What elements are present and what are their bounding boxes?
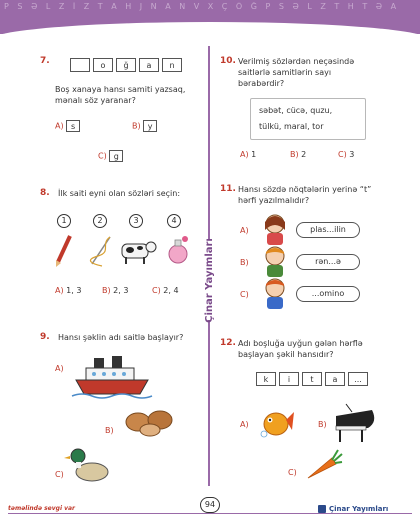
q11-question: Hansı sözdə nöqtələrin yerinə “t” hərfi yazılmalıdır? [238,185,372,205]
cow-icon [118,238,158,266]
duck-icon [66,444,112,484]
q11-option-b-label[interactable]: B) [240,258,249,267]
q8-number: 8. [40,188,50,198]
q12-letter-cell: i [279,372,299,386]
footer-brand: Çinar Yayımları [318,505,388,513]
perfume-bottle-icon [165,234,191,266]
footer-line [8,513,412,514]
q9-option-c[interactable]: C) [55,470,64,479]
q7-blank-cell[interactable] [70,58,90,72]
q7-number: 7. [40,56,50,66]
q8-item-number: 1 [57,214,71,228]
q7-option-a[interactable]: A) s [55,120,80,132]
q7-letter-cell: a [139,58,159,72]
q10-option-c[interactable]: C) 3 [338,150,355,159]
q11-number: 11. [220,184,236,194]
child-boy-icon [260,244,290,278]
q11-option-b-word[interactable]: rən...ə [296,254,360,270]
q10-number: 10. [220,56,236,66]
q11-option-a-word[interactable]: plas...ilin [296,222,360,238]
q12-question: Adı boşluğa uyğun gələn hərflə başlayan şəkil hansıdır? [238,339,363,359]
q7-option-b[interactable]: B) y [132,120,157,132]
ship-icon [72,350,152,398]
q12-letter-cell: a [325,372,345,386]
pencil-icon [52,234,76,268]
q7-letter-cell: ğ [116,58,136,72]
page-number: 94 [200,497,220,513]
q8-option-b[interactable]: B) 2, 3 [102,286,129,295]
child-redhead-icon [260,276,290,310]
q12-option-a[interactable]: A) [240,420,249,429]
q11-option-a-label[interactable]: A) [240,226,249,235]
q9-number: 9. [40,332,50,342]
q10-option-a[interactable]: A) 1 [240,150,257,159]
q12-letter-cell: k [256,372,276,386]
footer-slogan: təməlində sevgi var [8,505,76,512]
q10-option-b[interactable]: B) 2 [290,150,307,159]
q7-question: Boş xanaya hansı samiti yazsaq, mənalı söz yaranar? [55,85,186,105]
child-girl-icon [260,212,290,246]
needle-icon [86,234,116,268]
social-icons [318,505,326,513]
q12-option-b[interactable]: B) [318,420,327,429]
banner-letters: P S Ə L Z İ Z T A H J N A N V X Ç Ö Ğ P S Ə L Z T H T Ə A [4,2,400,11]
q8-item-number: 4 [167,214,181,228]
top-banner [0,0,420,34]
q11-option-c-label[interactable]: C) [240,290,249,299]
q12-blank-cell[interactable]: ... [348,372,368,386]
brand-vertical-label: Çinar Yayımları [195,240,223,320]
q8-question: İlk saiti eyni olan sözləri seçin: [58,189,181,198]
q8-item-number: 2 [93,214,107,228]
q12-letter-row [256,372,368,386]
carrot-icon [302,448,342,482]
banner-wave [0,22,420,34]
q7-letter-row [70,58,182,72]
q8-option-c[interactable]: C) 2, 4 [152,286,179,295]
nuts-icon [122,408,182,438]
grand-piano-icon [332,402,378,444]
q7-option-c[interactable]: C) g [98,150,123,162]
q10-word-box: səbət, cücə, quzu, tülkü, maral, tor [250,98,366,140]
q7-letter-cell: o [93,58,113,72]
q9-option-b[interactable]: B) [105,426,114,435]
q9-question: Hansı şəklin adı saitlə başlayır? [58,333,184,342]
q8-item-number: 3 [129,214,143,228]
q12-letter-cell: t [302,372,322,386]
q9-option-a[interactable]: A) [55,364,64,373]
q12-option-c[interactable]: C) [288,468,297,477]
q11-option-c-word[interactable]: ...omino [296,286,360,302]
q10-question: Verilmiş sözlərdən neçəsində saitlərlə samitlərin sayı bərabərdir? [238,57,355,88]
goldfish-icon [258,404,294,442]
q7-letter-cell: n [162,58,182,72]
q8-option-a[interactable]: A) 1, 3 [55,286,82,295]
q12-number: 12. [220,338,236,348]
